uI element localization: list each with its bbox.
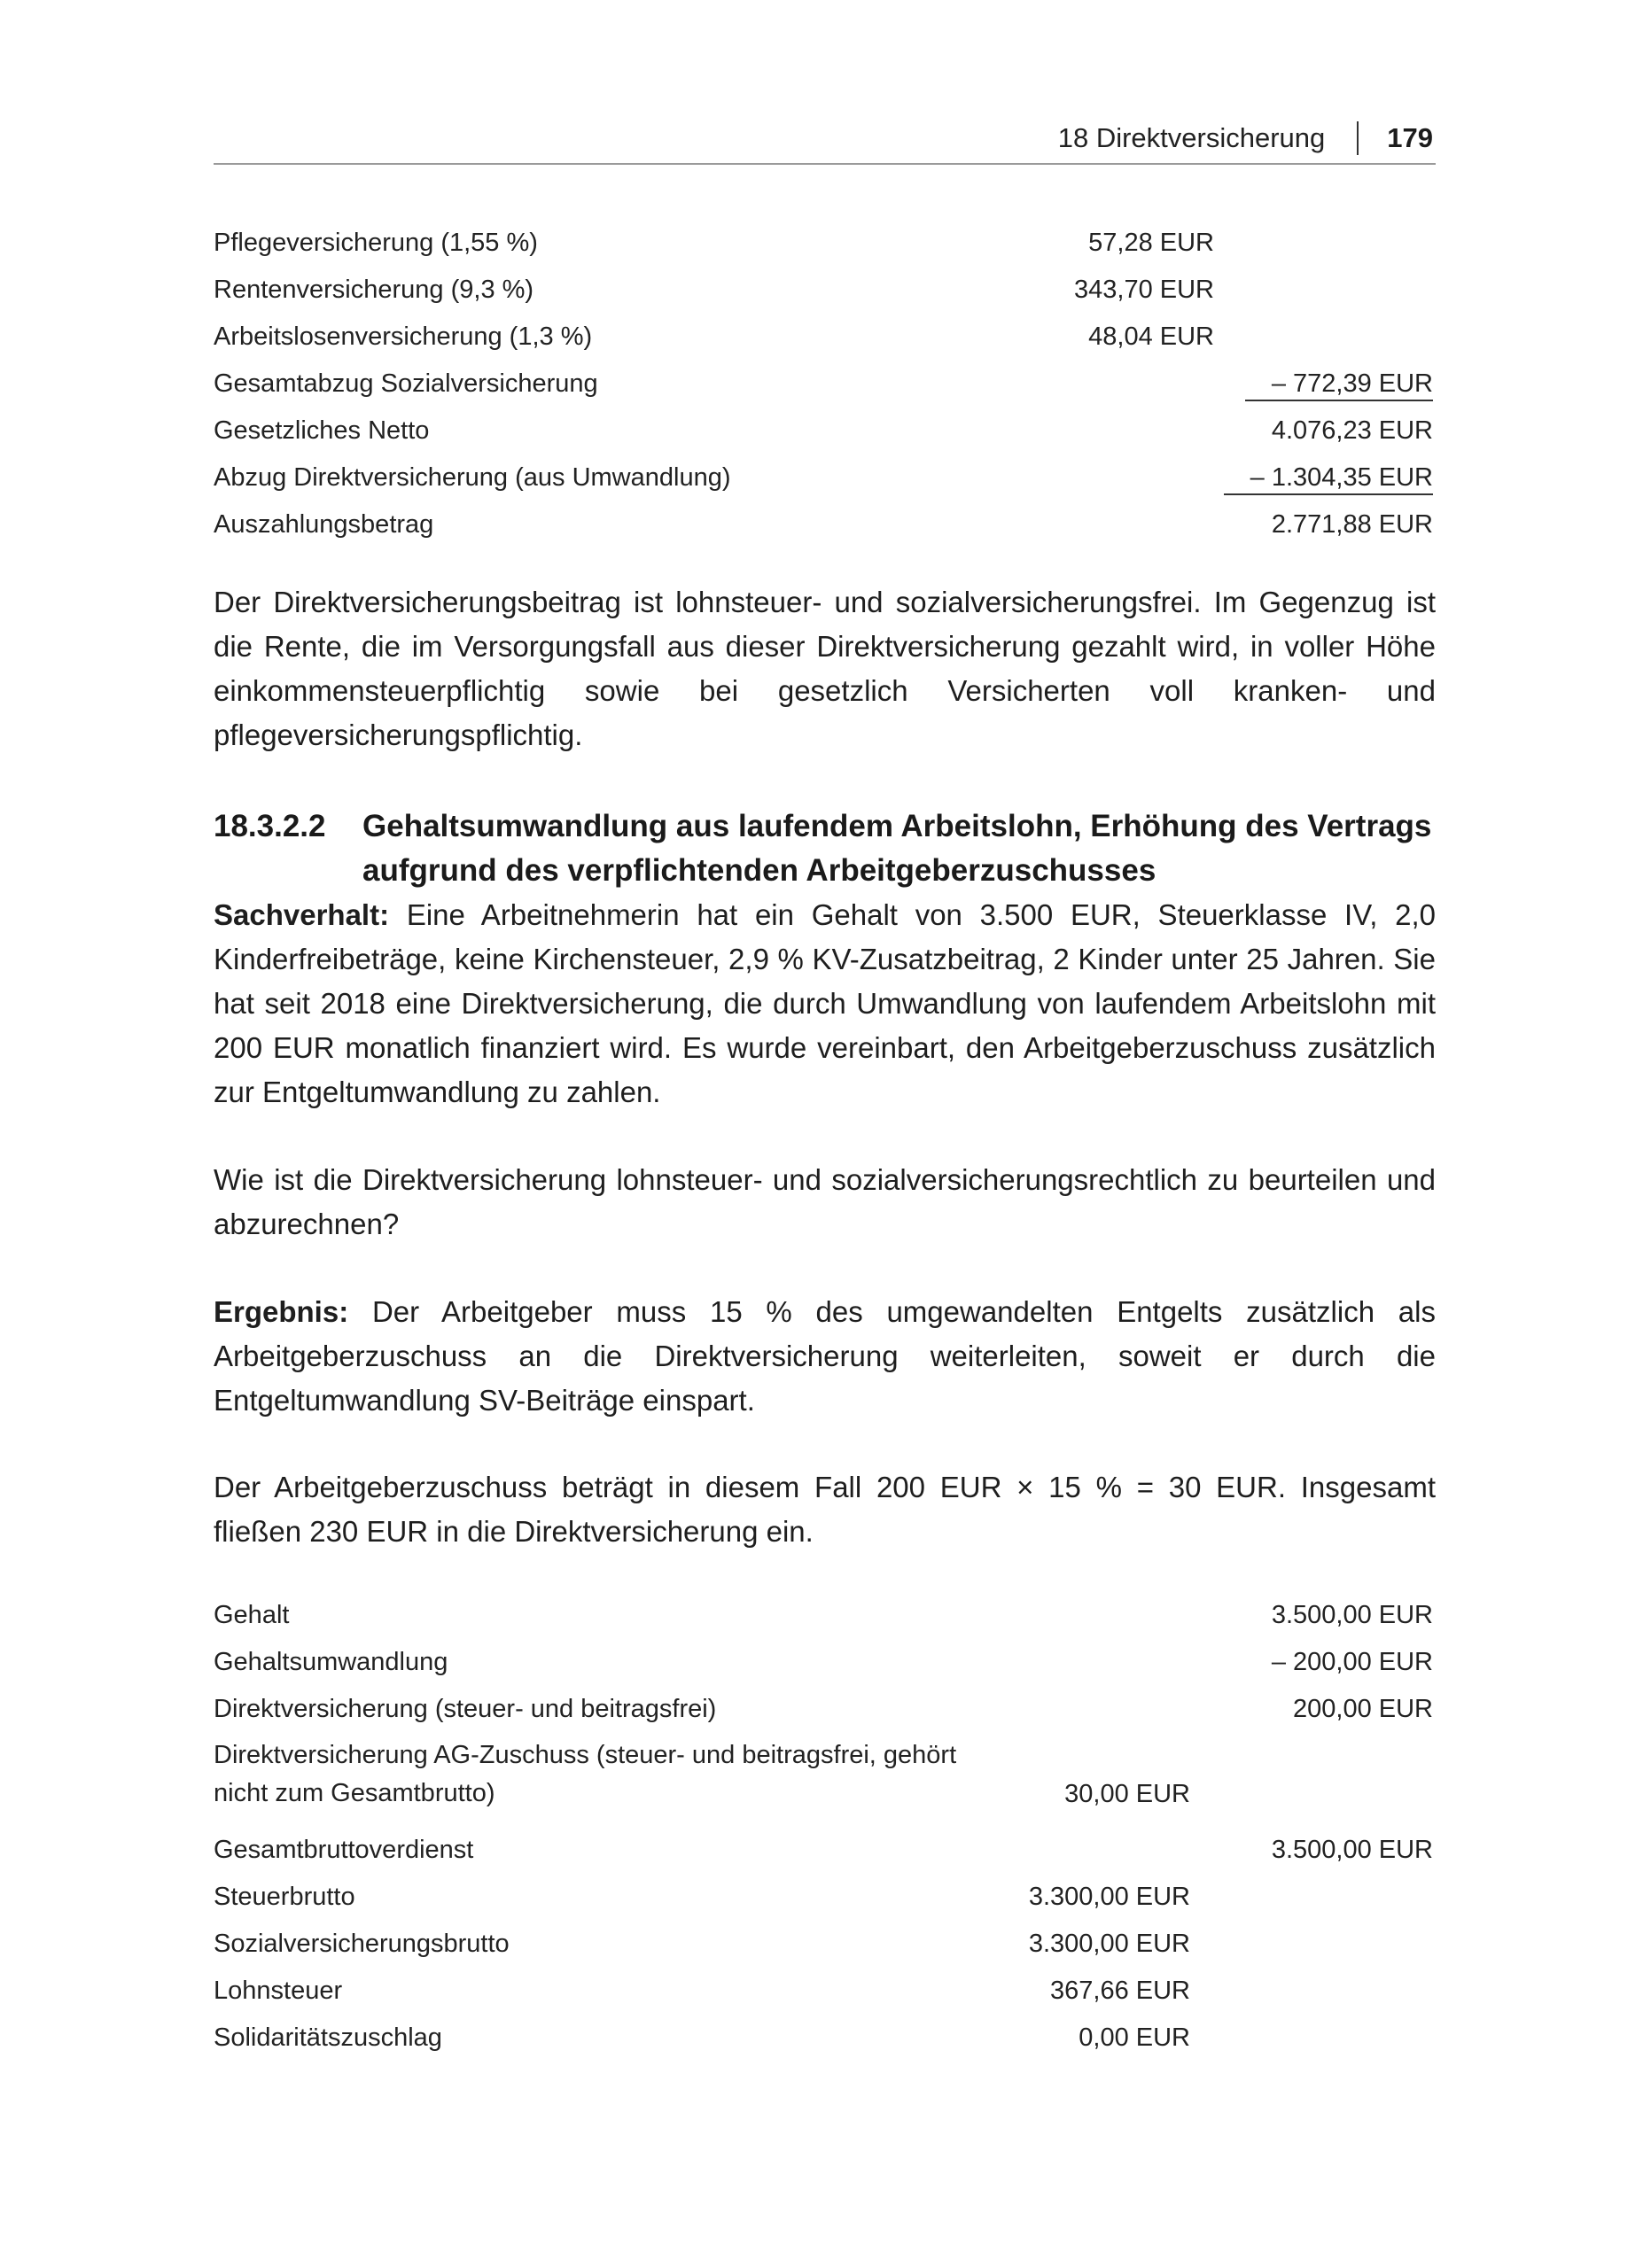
row-value-col2: 4.076,23 EUR (1271, 416, 1433, 445)
row-value-col1: 343,70 EUR (1074, 276, 1214, 304)
row-label: Arbeitslosenversicherung (1,3 %) (214, 322, 593, 351)
table-row (214, 1922, 1436, 1969)
header-separator (1357, 121, 1359, 155)
calculation-table-2 (214, 1594, 1436, 2063)
row-label: Direktversicherung (steuer- und beitragsfrei) (214, 1695, 717, 1723)
row-label: Solidaritätszuschlag (214, 2023, 442, 2052)
page-number: 179 (1387, 122, 1433, 153)
table-row (214, 1688, 1436, 1735)
table-row (214, 1594, 1436, 1641)
row-label: Steuerbrutto (214, 1883, 355, 1911)
running-header (214, 113, 1436, 165)
paragraph-sachverhalt (214, 893, 1436, 1115)
table-row (214, 503, 1436, 550)
paragraph-ergebnis (214, 1290, 1436, 1423)
row-label: Pflegeversicherung (1,55 %) (214, 229, 538, 257)
row-value-col2: – 1.304,35 EUR (1224, 463, 1433, 495)
sachverhalt-label: Sachverhalt: (214, 898, 390, 931)
paragraph-arbeitgeberzuschuss: Der Arbeitgeberzuschuss beträgt in diesem Fall 200 EUR × 15 % = 30 EUR. Insgesamt fließen 230 EUR in die Direktversicherung ein. (214, 1471, 1436, 1548)
ergebnis-label: Ergebnis: (214, 1295, 349, 1328)
header-right (1058, 120, 1433, 156)
row-value-col1: 30,00 EUR (1064, 1780, 1190, 1808)
paragraph-question: Wie ist die Direktversicherung lohnsteuer- und sozialversicherungsrechtlich zu beurteilen und abzurechnen? (214, 1163, 1436, 1240)
row-label: Rentenversicherung (9,3 %) (214, 276, 534, 304)
row-label: Abzug Direktversicherung (aus Umwandlung) (214, 463, 731, 492)
row-value-col1: 3.300,00 EUR (1028, 1930, 1190, 1958)
row-label: Gesamtbruttoverdienst (214, 1836, 474, 1864)
table-row (214, 362, 1436, 409)
row-value-col2: 200,00 EUR (1293, 1695, 1433, 1723)
row-label: Gehaltsumwandlung (214, 1648, 448, 1676)
section-heading (214, 804, 1436, 893)
table-row (214, 1969, 1436, 2016)
row-value-col1: 48,04 EUR (1088, 322, 1214, 351)
table-row (214, 268, 1436, 315)
row-label: Gesetzliches Netto (214, 416, 430, 445)
sachverhalt-text: Eine Arbeitnehmerin hat ein Gehalt von 3.500 EUR, Steuerklasse IV, 2,0 Kinderfreibeträge, keine Kirchensteuer, 2,9 % KV-Zusatzbeitrag, 2 Kinder unter 25 Jahren. Sie hat seit 2018 eine Direktversicherung, die durch Umwandlung von laufendem Arbeitslohn mit 200 EUR monatlich finanziert wird. Es wurde vereinbart, den Arbeitgeberzuschuss zusätzlich zur Entgeltumwandlung zu zahlen. (214, 898, 1436, 1108)
table-row (214, 1641, 1436, 1688)
row-label: Gehalt (214, 1601, 290, 1629)
section-title: Gehaltsumwandlung aus laufendem Arbeitslohn, Erhöhung des Vertrags aufgrund des verpflichtenden Arbeitgeberzuschusses (362, 809, 1432, 888)
table-row (214, 409, 1436, 456)
row-value-col1: 0,00 EUR (1079, 2023, 1190, 2052)
row-label: Gesamtabzug Sozialversicherung (214, 369, 598, 398)
table-row (214, 1829, 1436, 1876)
row-label: Sozialversicherungsbrutto (214, 1930, 510, 1958)
table-row (214, 315, 1436, 362)
paragraph-direktversicherungsbeitrag: Der Direktversicherungsbeitrag ist lohnsteuer- und sozialversicherungsfrei. Im Gegenzug ist die Rente, die im Versorgungsfall aus dieser Direktversicherung gezahlt wird, in voller Höhe einkommensteuerpflichtig sowie bei gesetzlich Versicherten voll kranken- und pflegeversicherungspflichtig. (214, 586, 1436, 751)
row-value-col2: 3.500,00 EUR (1271, 1601, 1433, 1629)
table-row (214, 456, 1436, 503)
table-row (214, 221, 1436, 268)
row-value-col2: – 772,39 EUR (1245, 369, 1433, 401)
table-row (214, 1735, 1436, 1829)
ergebnis-text: Der Arbeitgeber muss 15 % des umgewandelten Entgelts zusätzlich als Arbeitgeberzuschuss an die Direktversicherung weiterleiten, soweit er durch die Entgeltumwandlung SV-Beiträge einspart. (214, 1295, 1436, 1417)
row-value-col1: 3.300,00 EUR (1028, 1883, 1190, 1911)
row-value-col2: – 200,00 EUR (1271, 1648, 1433, 1676)
table-row (214, 2016, 1436, 2063)
section-number: 18.3.2.2 (214, 809, 326, 843)
row-value-col1: 57,28 EUR (1088, 229, 1214, 257)
row-label: Lohnsteuer (214, 1977, 343, 2005)
calculation-table-1 (214, 221, 1436, 550)
row-value-col2: 2.771,88 EUR (1271, 510, 1433, 539)
chapter-title: 18 Direktversicherung (1057, 122, 1326, 153)
row-value-col1: 367,66 EUR (1050, 1977, 1190, 2005)
row-label: Direktversicherung AG-Zuschuss (steuer- und beitragsfrei, gehört nicht zum Gesamtbrutto) (214, 1741, 957, 1807)
row-value-col2: 3.500,00 EUR (1271, 1836, 1433, 1864)
row-label: Auszahlungsbetrag (214, 510, 434, 539)
table-row (214, 1876, 1436, 1922)
